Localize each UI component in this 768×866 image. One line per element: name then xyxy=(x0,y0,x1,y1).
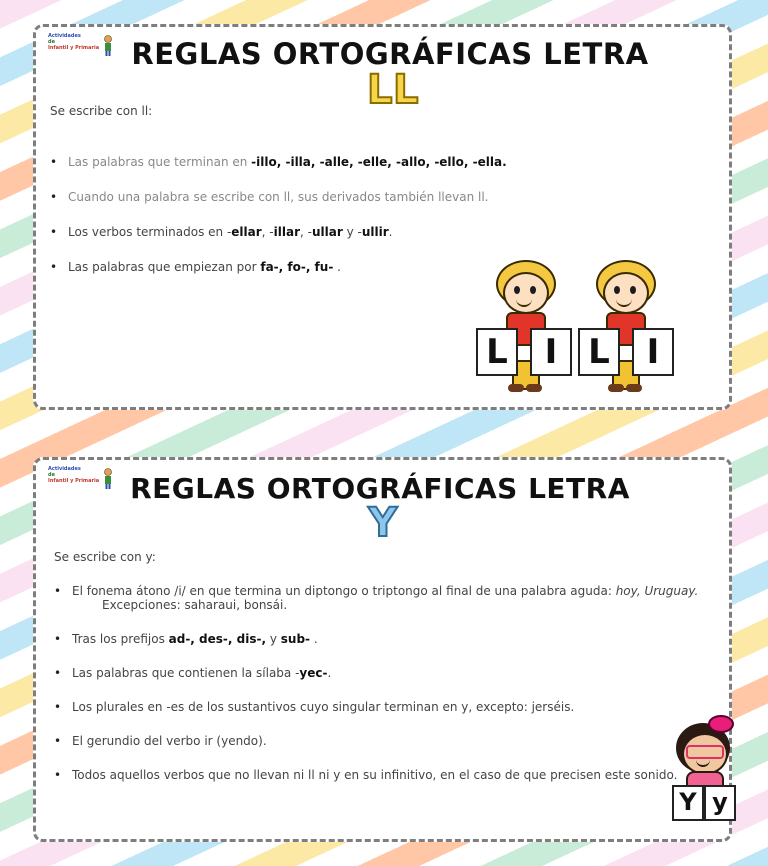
rule-text: El fonema átono /i/ en que termina un diptongo o triptongo al final de una palabra aguda: xyxy=(72,584,616,598)
rule-bold: sub- xyxy=(280,632,311,646)
ll-rules-card xyxy=(33,24,732,410)
y-rules-card xyxy=(33,457,732,842)
rule-text: y - xyxy=(342,225,362,239)
letter-card: L xyxy=(578,328,620,376)
rule-item xyxy=(54,666,722,680)
rule-item xyxy=(50,225,630,260)
rule-item xyxy=(54,768,722,782)
rule-item xyxy=(54,584,722,612)
intro-text: Se escribe con ll: xyxy=(50,104,153,118)
rule-bold: ellar xyxy=(231,225,262,239)
boy-figure xyxy=(476,260,576,395)
rule-bold: -illo, -illa, -alle, -elle, -allo, -ello, -ella. xyxy=(251,155,507,169)
rule-text: , - xyxy=(261,225,274,239)
girl-illustration xyxy=(668,715,738,825)
logo-text-line: de xyxy=(48,472,55,478)
rule-text: El gerundio del verbo ir (yendo). xyxy=(72,734,267,748)
logo-text-line: de xyxy=(48,39,55,45)
title-text: REGLAS ORTOGRÁFICAS LETRA xyxy=(131,37,649,71)
rule-text: . xyxy=(310,632,318,646)
rule-item xyxy=(50,190,630,225)
site-logo xyxy=(48,466,114,496)
logo-text-line: Actividades xyxy=(48,466,81,472)
site-logo xyxy=(48,33,114,63)
rule-bold: yec- xyxy=(299,666,328,680)
rule-text: Cuando una palabra se escribe con ll, sus derivados también llevan ll. xyxy=(68,190,489,204)
intro-text: Se escribe con y: xyxy=(54,550,156,564)
rule-text: . xyxy=(388,225,393,239)
rule-item xyxy=(50,155,630,190)
letter-card: L xyxy=(476,328,518,376)
rule-item xyxy=(54,700,722,714)
title-letter-ll: LL xyxy=(367,67,419,113)
rule-text: y xyxy=(266,632,281,646)
rule-text: Las palabras que contienen la sílaba - xyxy=(72,666,300,680)
rule-bold: ullir xyxy=(361,225,389,239)
logo-text-line: Actividades xyxy=(48,33,81,39)
rule-text: Las palabras que empiezan por xyxy=(68,260,261,274)
logo-text-line: Infantil y Primaria xyxy=(48,478,100,484)
rule-bold: ad-, des-, dis-, xyxy=(168,632,267,646)
rule-sub-text: Excepciones: saharaui, bonsái. xyxy=(102,598,288,612)
kids-illustration xyxy=(476,260,676,395)
page-title xyxy=(111,37,669,113)
rule-text: Todos aquellos verbos que no llevan ni ll ni y en su infinitivo, en el caso de que precisen este sonido. xyxy=(72,768,678,782)
rule-text: . xyxy=(333,260,341,274)
rule-text: . xyxy=(327,666,332,680)
rule-bold: illar xyxy=(273,225,300,239)
letter-card: y xyxy=(704,785,736,821)
rule-item xyxy=(54,734,722,748)
logo-text-line: Infantil y Primaria xyxy=(48,45,100,51)
rules-list xyxy=(54,584,722,802)
rule-item xyxy=(54,632,722,646)
rule-text: Las palabras que terminan en xyxy=(68,155,252,169)
rule-bold: ullar xyxy=(311,225,343,239)
title-letter-y: Y xyxy=(368,500,398,546)
rule-text: Los verbos terminados en - xyxy=(68,225,232,239)
boy-figure xyxy=(576,260,676,395)
title-text: REGLAS ORTOGRÁFICAS LETRA xyxy=(130,472,630,505)
letter-card: I xyxy=(632,328,674,376)
letter-card: Y xyxy=(672,785,704,821)
rule-text: Tras los prefijos xyxy=(72,632,169,646)
rule-text: Los plurales en -es de los sustantivos cuyo singular terminan en y, excepto: jerséis. xyxy=(72,700,575,714)
rule-text: , - xyxy=(300,225,312,239)
rule-italic: hoy, Uruguay. xyxy=(615,584,699,598)
letter-card: I xyxy=(530,328,572,376)
page-title xyxy=(111,472,649,546)
rule-bold: fa-, fo-, fu- xyxy=(260,260,334,274)
